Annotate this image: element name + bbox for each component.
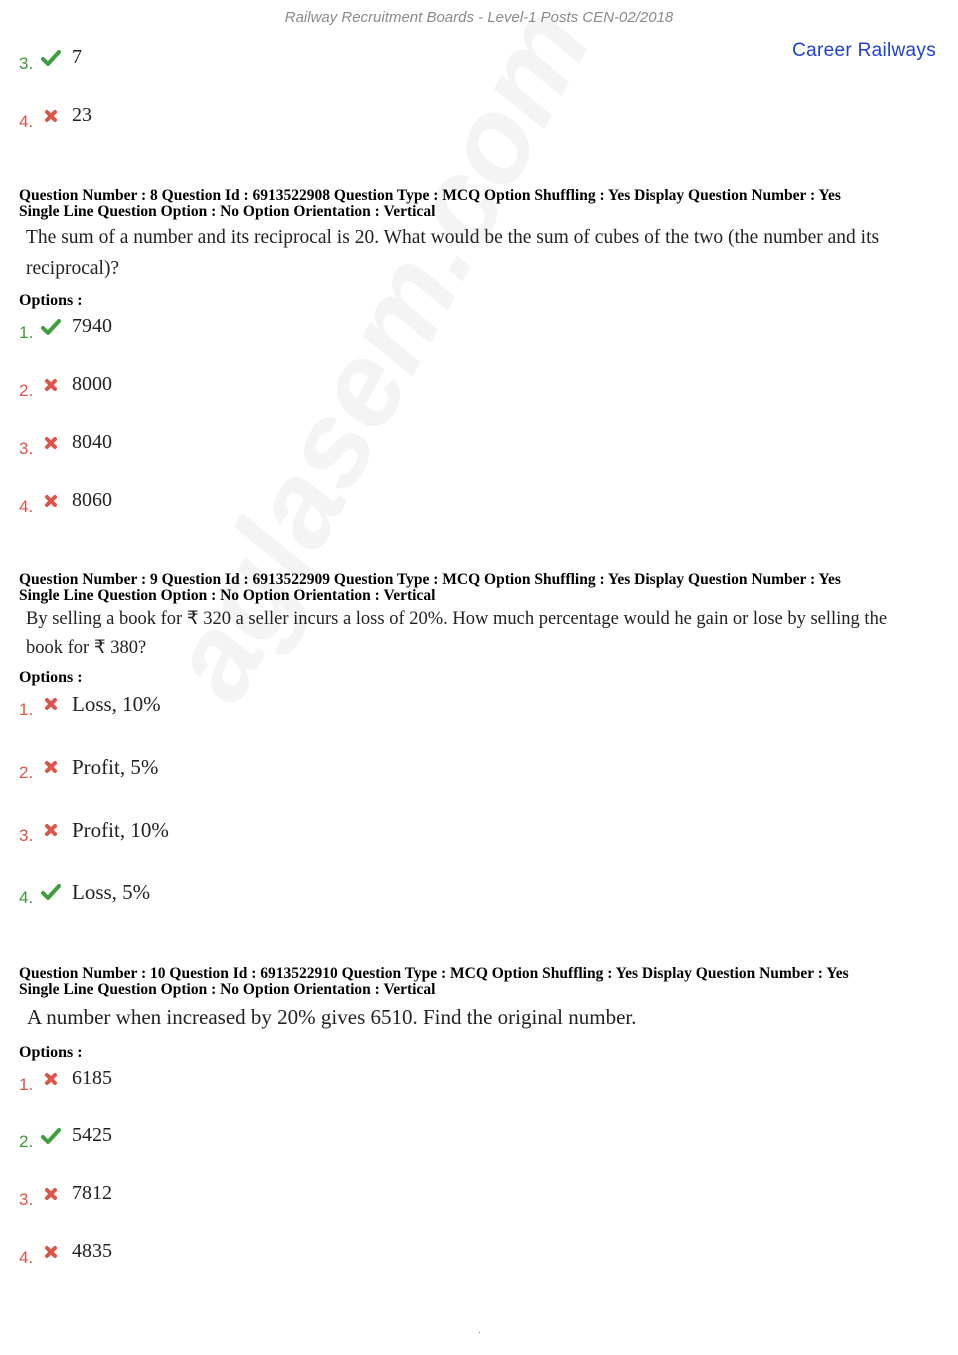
question-text	[26, 605, 941, 663]
option-value: 5425	[72, 1124, 112, 1146]
cross-icon	[41, 433, 61, 453]
cross-icon	[41, 694, 61, 714]
question-meta-line: Question Number : 9 Question Id : 6913522909 Question Type : MCQ Option Shuffling : Yes Display Question Number : Yes	[19, 571, 841, 588]
cross-icon	[41, 1242, 61, 1262]
question-meta-line: Question Number : 8 Question Id : 6913522908 Question Type : MCQ Option Shuffling : Yes Display Question Number : Yes	[19, 187, 841, 204]
option-number: 3.	[19, 54, 34, 73]
option-value: 4835	[72, 1240, 112, 1262]
question-text-line: A number when increased by 20% gives 6510. Find the original number.	[27, 1005, 637, 1029]
options-label: Options :	[19, 292, 83, 309]
cross-icon	[41, 757, 61, 777]
cross-icon	[41, 375, 61, 395]
question-meta-line: Question Number : 10 Question Id : 6913522910 Question Type : MCQ Option Shuffling : Yes Display Question Number : Yes	[19, 965, 849, 982]
question-meta-line: Single Line Question Option : No Option Orientation : Vertical	[19, 981, 436, 998]
option-number: 4.	[19, 497, 34, 516]
option-number: 4.	[19, 112, 34, 131]
option-number: 1.	[19, 700, 34, 719]
question-meta	[19, 966, 849, 998]
footer-dot: .	[478, 1322, 481, 1336]
page-header-title: Railway Recruitment Boards - Level-1 Posts CEN-02/2018	[284, 9, 674, 26]
cross-icon	[41, 1069, 61, 1089]
option-value: 8000	[72, 373, 112, 395]
option-number: 2.	[19, 1132, 34, 1151]
question-text-line: book for ₹ 380?	[26, 638, 147, 658]
check-icon	[41, 48, 61, 68]
question-text	[26, 222, 941, 284]
brand-name: Career Railways	[792, 40, 936, 61]
option-number: 1.	[19, 323, 34, 342]
option-number: 3.	[19, 1190, 34, 1209]
question-meta-line: Single Line Question Option : No Option Orientation : Vertical	[19, 587, 436, 604]
option-value: 8040	[72, 431, 112, 453]
question-meta	[19, 572, 841, 604]
cross-icon	[41, 1184, 61, 1204]
option-number: 1.	[19, 1075, 34, 1094]
option-value: Loss, 10%	[72, 692, 161, 716]
option-value: Profit, 10%	[72, 818, 169, 842]
question-text	[27, 1002, 942, 1033]
option-number: 4.	[19, 1248, 34, 1267]
option-value: 7940	[72, 315, 112, 337]
option-number: 3.	[19, 826, 34, 845]
option-number: 2.	[19, 381, 34, 400]
cross-icon	[41, 106, 61, 126]
option-value: 6185	[72, 1067, 112, 1089]
option-value: 7	[72, 46, 82, 68]
check-icon	[41, 1126, 61, 1146]
question-text-line: reciprocal)?	[26, 258, 120, 279]
option-value: 23	[72, 104, 92, 126]
option-number: 4.	[19, 888, 34, 907]
cross-icon	[41, 820, 61, 840]
check-icon	[41, 317, 61, 337]
check-icon	[41, 882, 61, 902]
options-label: Options :	[19, 1044, 83, 1061]
option-value: Profit, 5%	[72, 755, 159, 779]
option-number: 3.	[19, 439, 34, 458]
question-text-line: By selling a book for ₹ 320 a seller incurs a loss of 20%. How much percentage would he gain or lose by selling the	[26, 609, 888, 629]
question-meta-line: Single Line Question Option : No Option Orientation : Vertical	[19, 203, 436, 220]
option-number: 2.	[19, 763, 34, 782]
option-value: Loss, 5%	[72, 880, 151, 904]
option-value: 7812	[72, 1182, 112, 1204]
cross-icon	[41, 491, 61, 511]
option-value: 8060	[72, 489, 112, 511]
question-text-line: The sum of a number and its reciprocal is 20. What would be the sum of cubes of the two (the number and its	[26, 227, 880, 248]
options-label: Options :	[19, 669, 83, 686]
question-meta	[19, 188, 841, 220]
